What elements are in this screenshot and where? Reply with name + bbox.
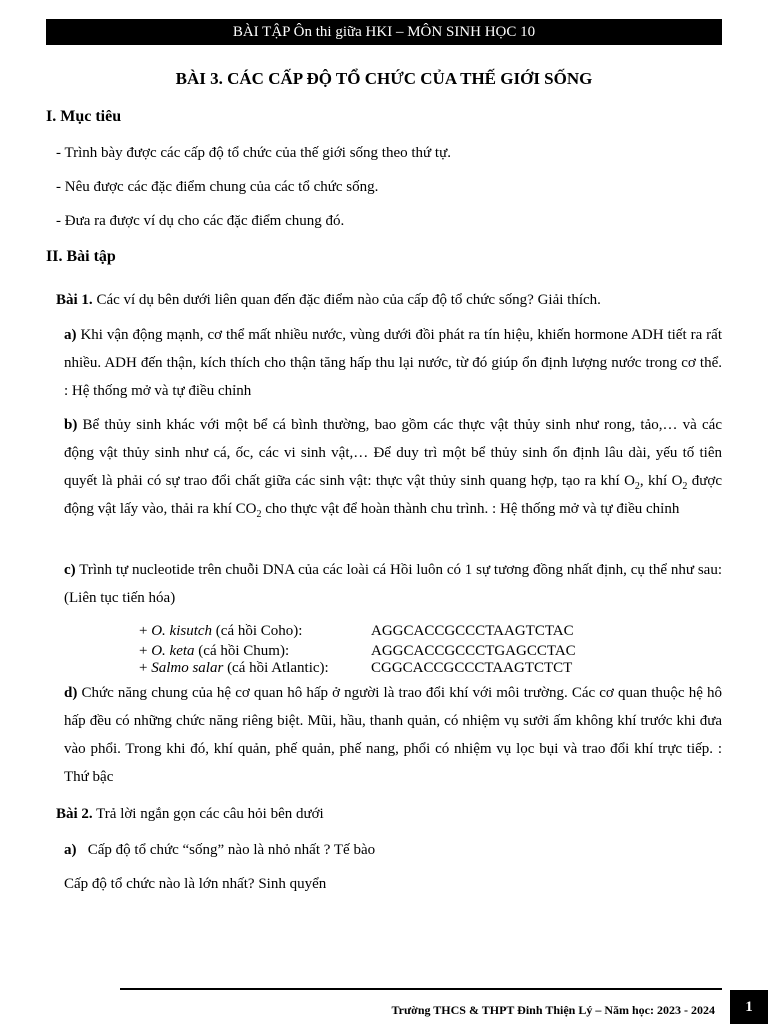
exercise-1b-paragraph <box>64 411 722 523</box>
item-text: Cấp độ tổ chức “sống” nào là nhỏ nhất ? Tế bào <box>87 842 376 858</box>
item-text: , khí O <box>639 473 683 489</box>
item-label: b) <box>64 417 78 433</box>
section-heading-exercises: II. Bài tập <box>46 248 116 265</box>
species-name: + Salmo salar (cá hồi Atlantic): <box>139 660 329 676</box>
footer-school-text: Trường THCS & THPT Đinh Thiện Lý – Năm học: 2023 - 2024 <box>391 1003 715 1017</box>
objective-item: - Trình bày được các cấp độ tổ chức của thế giới sống theo thứ tự. <box>56 145 451 161</box>
item-text: được động vật lấy vào, thải ra khí CO <box>64 473 722 517</box>
exercise-2-text: Trả lời ngắn gọn các câu hỏi bên dưới <box>96 806 324 822</box>
item-label: a) <box>64 327 77 343</box>
footer-divider <box>120 988 722 990</box>
document-title: BÀI 3. CÁC CẤP ĐỘ TỔ CHỨC CỦA THẾ GIỚI SỐNG <box>175 69 593 88</box>
dna-sequence: CGGCACCGCCCTAAGTCTCT <box>371 660 573 676</box>
dna-sequence: AGGCACCGCCCTGAGCCTAC <box>371 643 576 659</box>
objective-item: - Đưa ra được ví dụ cho các đặc điểm chung đó. <box>56 213 345 229</box>
exercise-1-label: Bài 1. <box>56 292 93 308</box>
subscript: 2 <box>634 481 640 492</box>
header-text: BÀI TẬP Ôn thi giữa HKI – MÔN SINH HỌC 10 <box>232 24 536 40</box>
subscript: 2 <box>682 481 688 492</box>
exercise-1-prompt <box>56 292 601 309</box>
item-text: Khi vận động mạnh, cơ thể mất nhiều nước, vùng dưới đồi phát ra tín hiệu, khiến hormone ADH tiết ra rất nhiều. ADH đến thận, kích thích cho thận tăng hấp thu lại nước, từ đó giúp ổn định lượng nước trong cơ thể. : Hệ thống mở và tự điều chỉnh <box>64 327 723 399</box>
item-text: Chức năng chung của hệ cơ quan hô hấp ở người là trao đổi khí với môi trường. Các cơ quan thuộc hệ hô hấp đều có những chức năng riêng biệt. Mũi, hầu, thanh quản, có nhiệm vụ sưởi ấm không khí trước khi đưa vào phổi. Trong khi đó, khí quản, phế quản, phế nang, phổi có nhiệm vụ lọc bụi và trao đổi khí trực tiếp. : Thứ bậc <box>64 685 723 785</box>
page-number: 1 <box>730 990 768 1024</box>
section-heading-objectives: I. Mục tiêu <box>46 108 122 125</box>
species-name: + O. keta (cá hồi Chum): <box>139 643 290 659</box>
item-text: cho thực vật để hoàn thành chu trình. : Hệ thống mở và tự điều chỉnh <box>261 501 680 517</box>
item-text: Trình tự nucleotide trên chuỗi DNA của các loài cá Hồi luôn có 1 sự tương đồng nhất định, cụ thể như sau: (Liên tục tiến hóa) <box>64 562 722 606</box>
exercise-1-text: Các ví dụ bên dưới liên quan đến đặc điểm nào của cấp độ tổ chức sống? Giải thích. <box>96 292 601 308</box>
item-label: a) <box>64 842 77 858</box>
exercise-1a-paragraph <box>64 321 722 405</box>
item-label: c) <box>64 562 76 578</box>
subscript: 2 <box>256 509 262 520</box>
sequence-row <box>139 621 699 642</box>
document-header-bar <box>46 19 722 45</box>
exercise-2-prompt <box>56 806 324 823</box>
item-text: Bể thủy sinh khác với một bể cá bình thường, bao gồm các thực vật thủy sinh như rong, tảo,… và các động vật thủy sinh như cá, ốc, các vi sinh vật,… Để duy trì một bể thủy sinh ổn định lâu dài, yếu tố tiên quyết là phải có sự trao đổi chất giữa các sinh vật: thực vật thủy sinh quang hợp, tạo ra khí O <box>64 417 722 489</box>
exercise-2-answer-line: Cấp độ tổ chức nào là lớn nhất? Sinh quyển <box>64 876 327 892</box>
exercise-2-label: Bài 2. <box>56 806 93 822</box>
exercise-1c-paragraph <box>64 556 722 612</box>
objective-item: - Nêu được các đặc điểm chung của các tổ chức sống. <box>56 179 379 195</box>
exercise-2a-line <box>64 842 375 859</box>
item-label: d) <box>64 685 78 701</box>
sequence-row <box>139 658 699 679</box>
exercise-1d-paragraph <box>64 679 722 791</box>
dna-sequence: AGGCACCGCCCTAAGTCTAC <box>371 623 574 639</box>
species-name: + O. kisutch (cá hồi Coho): <box>139 623 303 639</box>
